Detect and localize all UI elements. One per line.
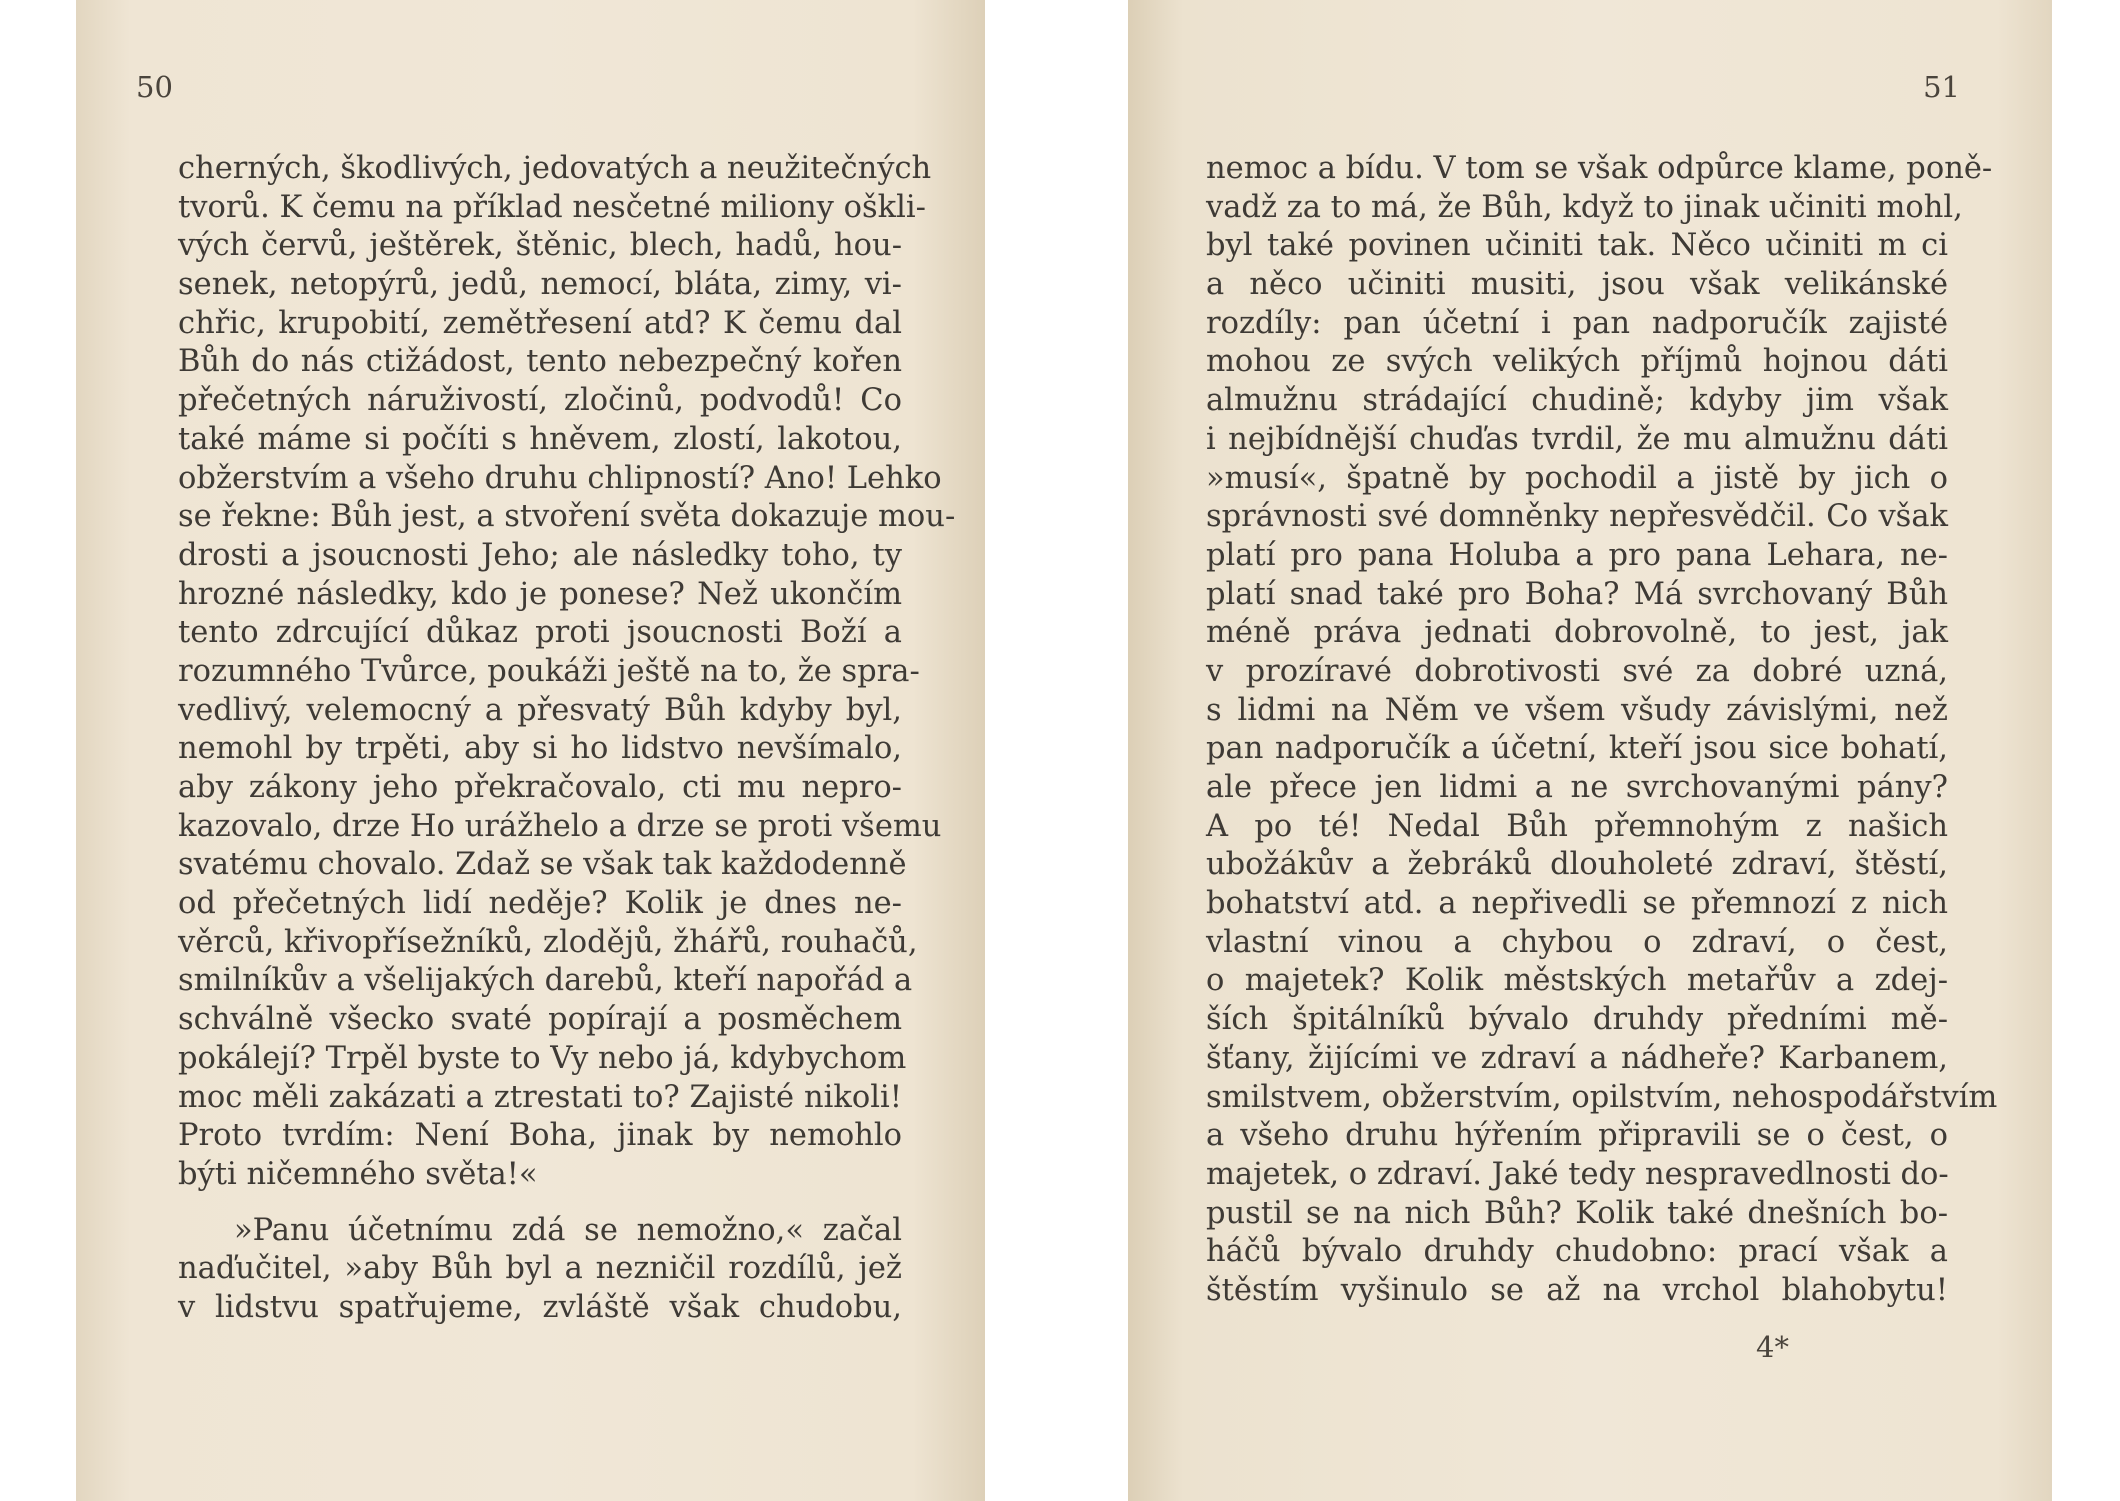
text-line: pan nadporučík a účetní, kteří jsou sice bohatí, (1206, 731, 1948, 767)
text-line: vých červů, ještěrek, štěnic, blech, hadů, hou- (178, 228, 902, 264)
text-line: drosti a jsoucnosti Jeho; ale následky toho, ty (178, 537, 902, 573)
text-line: rozdíly: pan účetní i pan nadporučík zajisté (1206, 305, 1948, 341)
text-line: tvorů. K čemu na příklad nesčetné miliony oškli- (178, 189, 926, 225)
text-line: a něco učiniti musiti, jsou však velikánské (1206, 267, 1948, 303)
text-line: býti ničemného světa!« (178, 1156, 538, 1192)
text-line: almužnu strádající chudině; kdyby jim však (1206, 383, 1948, 419)
text-line: vedlivý, velemocný a přesvatý Bůh kdyby byl, (178, 692, 902, 728)
text-line: byl také povinen učiniti tak. Něco učiniti m ci (1206, 228, 1948, 264)
text-line: Proto tvrdím: Není Boha, jinak by nemohlo (178, 1118, 902, 1154)
text-line: také máme si počíti s hněvem, zlostí, lakotou, (178, 421, 902, 457)
text-line: věrců, křivopřísežníků, zlodějů, žhářů, rouhačů, (178, 924, 918, 960)
text-line: moc měli zakázati a ztrestati to? Zajisté nikoli! (178, 1079, 902, 1115)
text-line: a všeho druhu hýřením připravili se o čest, o (1206, 1118, 1948, 1154)
page-number-right: 51 (1923, 70, 1960, 104)
text-line: šťany, žijícími ve zdraví a nádheře? Karbanem, (1206, 1040, 1948, 1076)
text-line: od přečetných lidí neděje? Kolik je dnes ne- (178, 886, 902, 922)
text-line: svatému chovalo. Zdaž se však tak každodenně (178, 847, 907, 883)
text-line: chřic, krupobití, zemětřesení atd? K čemu dal (178, 305, 902, 341)
text-line: mohou ze svých velikých příjmů hojnou dáti (1206, 344, 1948, 380)
text-line: ale přece jen lidmi a ne svrchovanými pány? (1206, 770, 1948, 805)
text-line: cherných, škodlivých, jedovatých a neužitečných (178, 151, 932, 186)
text-line: A po té! Nedal Bůh přemnohým z našich (1206, 808, 1948, 844)
text-line: smilstvem, obžerstvím, opilstvím, nehospodářstvím (1206, 1079, 1998, 1115)
text-line: schválně všecko svaté popírají a posměchem (178, 1002, 902, 1038)
text-line: pokálejí? Trpěl byste to Vy nebo já, kdybychom (178, 1040, 907, 1076)
text-line: tento zdrcující důkaz proti jsoucnosti Boží a (178, 615, 902, 651)
text-line: platí snad také pro Boha? Má svrchovaný Bůh (1206, 576, 1948, 612)
text-line: se řekne: Bůh jest, a stvoření světa dokazuje mou- (178, 499, 956, 535)
paragraph-gap (178, 1195, 902, 1212)
text-line: nemoc a bídu. V tom se však odpůrce klame, poně- (1206, 151, 1993, 186)
page-number-left: 50 (136, 70, 173, 104)
text-line: Bůh do nás ctižádost, tento nebezpečný kořen (178, 344, 902, 380)
text-line: »musí«, špatně by pochodil a jistě by jich o (1206, 460, 1948, 496)
text-line: přečetných náruživostí, zločinů, podvodů! Co (178, 383, 902, 419)
text-line: v lidstvu spatřujeme, zvláště však chudobu, (178, 1289, 902, 1325)
text-line: aby zákony jeho překračovalo, cti mu nepro- (178, 770, 902, 805)
text-line: i nejbídnější chuďas tvrdil, že mu almužnu dáti (1206, 421, 1948, 457)
left-page (76, 0, 985, 1501)
text-line: bohatství atd. a nepřivedli se přemnozí z nich (1206, 886, 1948, 922)
right-page (1128, 0, 2052, 1501)
text-line: majetek, o zdraví. Jaké tedy nespravedlnosti do- (1206, 1156, 1949, 1192)
text-line: v prozíravé dobrotivosti své za dobré uzná, (1206, 653, 1948, 689)
right-page-text (1206, 150, 1998, 1311)
text-line: kazovalo, drze Ho urážhelo a drze se proti všemu (178, 808, 942, 844)
text-line: platí pro pana Holuba a pro pana Lehara, ne- (1206, 537, 1948, 573)
text-line: vadž za to má, že Bůh, když to jinak učiniti mohl, (1206, 189, 1963, 225)
left-page-text (178, 150, 956, 1328)
text-line: ubožákův a žebráků dlouholeté zdraví, štěstí, (1206, 847, 1948, 883)
text-line: obžerstvím a všeho druhu chlipností? Ano! Lehko (178, 460, 942, 496)
text-line: vlastní vinou a chybou o zdraví, o čest, (1206, 924, 1948, 960)
text-line: senek, netopýrů, jedů, nemocí, bláta, zimy, vi- (178, 267, 902, 303)
text-line: hrozné následky, kdo je ponese? Než ukončím (178, 576, 902, 612)
text-line: »Panu účetnímu zdá se nemožno,« začal (234, 1212, 902, 1248)
text-line: o majetek? Kolik městských metařův a zdej- (1206, 963, 1948, 999)
signature-mark: 4* (1756, 1330, 1789, 1364)
text-line: háčů bývalo druhdy chudobno: prací však a (1206, 1234, 1948, 1270)
text-line: pustil se na nich Bůh? Kolik také dnešních bo- (1206, 1195, 1948, 1231)
text-line: štěstím vyšinulo se až na vrchol blahobytu! (1206, 1272, 1948, 1308)
text-line: méně práva jednati dobrovolně, to jest, jak (1206, 615, 1948, 651)
text-line: rozumného Tvůrce, poukáži ještě na to, že spra- (178, 653, 920, 689)
text-line: smilníkův a všelijakých darebů, kteří napořád a (178, 963, 913, 999)
text-line: nemohl by trpěti, aby si ho lidstvo nevšímalo, (178, 731, 902, 767)
text-line: správnosti své domněnky nepřesvědčil. Co však (1206, 499, 1948, 535)
text-line: ších špitálníků bývalo druhdy předními mě- (1206, 1002, 1948, 1038)
text-line: naďučitel, »aby Bůh byl a nezničil rozdílů, jež (178, 1251, 902, 1287)
text-line: s lidmi na Něm ve všem všudy závislými, než (1206, 692, 1948, 728)
